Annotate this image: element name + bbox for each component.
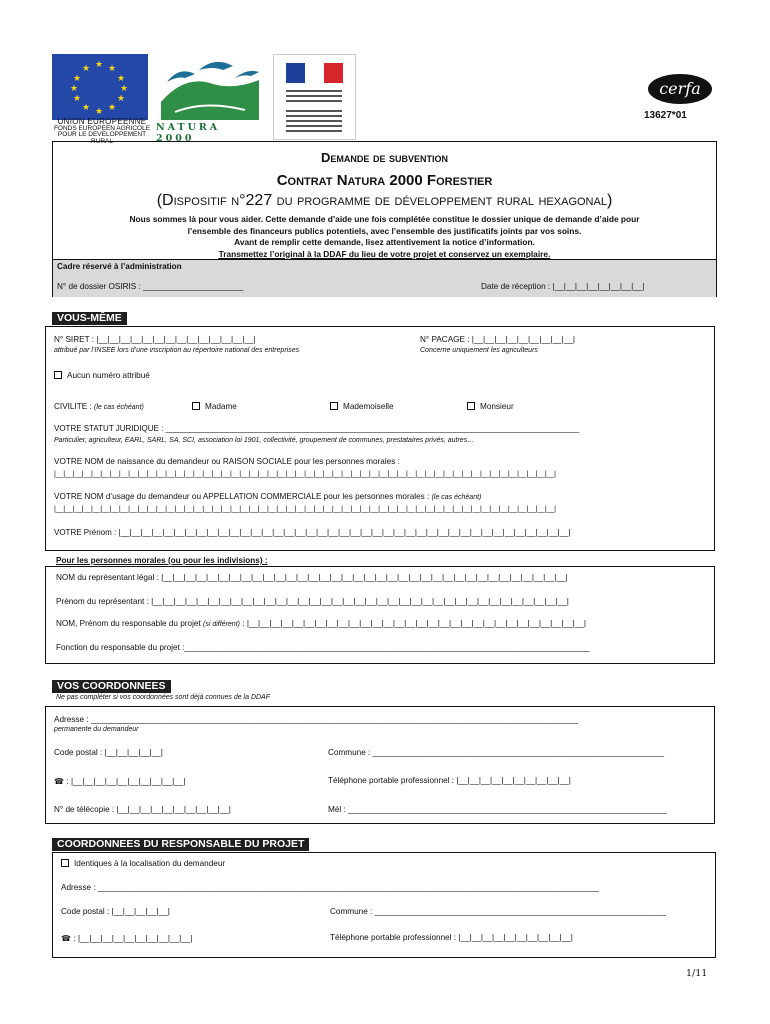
fax-field[interactable]: N° de télécopie : |__|__|__|__|__|__|__|__|__|__| xyxy=(54,805,231,814)
natura-logo-text: NATURA 2000 xyxy=(156,122,221,144)
checkbox-icon[interactable] xyxy=(192,402,200,410)
section-vous-meme: VOUS-MÊME xyxy=(52,312,127,325)
commune-field[interactable]: Commune : ________________________________________________________________ xyxy=(328,748,665,757)
identiques-option[interactable]: Identiques à la localisation du demandeur xyxy=(61,859,225,868)
mel-field[interactable]: Mél : ______________________________________________________________________ xyxy=(328,805,667,814)
resp-portable-field[interactable]: Téléphone portable professionnel : |__|__|__|__|__|__|__|__|__|__| xyxy=(330,933,573,942)
checkbox-icon[interactable] xyxy=(61,859,69,867)
no-number-option[interactable]: Aucun numéro attribué xyxy=(54,371,150,380)
portable-field[interactable]: Téléphone portable professionnel : |__|__|__|__|__|__|__|__|__|__| xyxy=(328,776,571,785)
republique-francaise-logo xyxy=(273,54,356,140)
reception-date-field[interactable]: Date de réception : |__|__|__|__|__|__|__|__| xyxy=(481,282,645,291)
responsable-nom-field[interactable]: NOM, Prénom du responsable du projet (si différent) : |__|__|__|__|__|__|__|__|__|__|__|__|__|__|__|__|__|__|__|__|__|__|__|__|__|__|__|__|__|__| xyxy=(56,619,586,628)
pacage-field[interactable]: N° PACAGE : |__|__|__|__|__|__|__|__|__| xyxy=(420,335,576,344)
coordonnees-note: Ne pas compléter si vos coordonnées sont déjà connues de la DDAF xyxy=(56,694,271,701)
intro-text: Nous sommes là pour vous aider. Cette demande d’aide une fois complétée constitue le dossier unique de demande d’aide pour l’ensemble des financeurs publics potentiels, avec l’ensemble des justificatifs joints par vos soins. Avant de remplir cette demande, lisez attentivement la notice d’information. Transmettez l’original à la DDAF du lieu de votre projet et conservez un exemplaire. xyxy=(129,214,640,259)
pacage-note: Concerne uniquement les agriculteurs xyxy=(420,347,538,354)
cerfa-number: 13627*01 xyxy=(644,110,687,121)
section-responsable: COORDONNEES DU RESPONSABLE DU PROJET xyxy=(52,838,309,851)
resp-adresse-field[interactable]: Adresse : ______________________________________________________________________________________________________________ xyxy=(61,883,599,892)
fonction-field[interactable]: Fonction du responsable du projet :_________________________________________________________________________________________ xyxy=(56,643,590,652)
mademoiselle-option[interactable]: Mademoiselle xyxy=(330,402,394,411)
nom-naissance-label: VOTRE NOM de naissance du demandeur ou RAISON SOCIALE pour les personnes morales : xyxy=(54,457,400,466)
page-number: 1/11 xyxy=(686,968,708,979)
title-line-2: Contrat Natura 2000 Forestier xyxy=(276,172,493,189)
nom-naissance-grid[interactable]: |__|__|__|__|__|__|__|__|__|__|__|__|__|__|__|__|__|__|__|__|__|__|__|__|__|__|__|__|__|__|__|__|__|__|__|__|__|__|__|__|__|__|__|__|__|__|__|__|__|__|__|__|__|__| xyxy=(54,469,556,478)
adresse-field[interactable]: Adresse : ___________________________________________________________________________________________________________ xyxy=(54,715,579,724)
responsable-box xyxy=(52,852,716,958)
resp-commune-field[interactable]: Commune : ________________________________________________________________ xyxy=(330,907,667,916)
checkbox-icon[interactable] xyxy=(330,402,338,410)
representant-nom-field[interactable]: NOM du représentant légal : |__|__|__|__|__|__|__|__|__|__|__|__|__|__|__|__|__|__|__|__|__|__|__|__|__|__|__|__|__|__|__|__|__|__|__|__| xyxy=(56,573,568,582)
representant-prenom-field[interactable]: Prénom du représentant : |__|__|__|__|__|__|__|__|__|__|__|__|__|__|__|__|__|__|__|__|__|__|__|__|__|__|__|__|__|__|__|__|__|__|__|__|__| xyxy=(56,597,569,606)
coordonnees-box xyxy=(45,706,715,824)
eu-logo-text: UNION EUROPEENNE FONDS EUROPEEN AGRICOLE POUR LE DEVELOPPEMENT RURAL xyxy=(53,117,151,145)
statut-juridique-field[interactable]: VOTRE STATUT JURIDIQUE : _____________________________________________________________________________________________ xyxy=(54,424,580,433)
resp-telephone-field[interactable]: ☎ : |__|__|__|__|__|__|__|__|__|__| xyxy=(61,934,193,943)
checkbox-icon[interactable] xyxy=(54,371,62,379)
admin-reserved-area xyxy=(53,259,716,297)
siret-note: attribué par l’INSEE lors d’une inscription au répertoire national des entreprises xyxy=(54,347,300,354)
cerfa-logo: cerfa xyxy=(648,74,712,104)
checkbox-icon[interactable] xyxy=(467,402,475,410)
admin-label: Cadre réservé à l’administration xyxy=(57,262,182,271)
monsieur-option[interactable]: Monsieur xyxy=(467,402,514,411)
section-coordonnees: VOS COORDONNEES xyxy=(52,680,171,693)
identity-box xyxy=(45,396,715,551)
statut-note: Particulier, agriculteur, EARL, SARL, SA, SCI, association loi 1901, collectivité, groupement de communes, prestataires privés, autres… xyxy=(54,437,475,444)
siret-field[interactable]: N° SIRET : |__|__|__|__|__|__|__|__|__|__|__|__|__|__| xyxy=(54,335,256,344)
adresse-note: permanente du demandeur xyxy=(54,726,139,733)
nom-usage-grid[interactable]: |__|__|__|__|__|__|__|__|__|__|__|__|__|__|__|__|__|__|__|__|__|__|__|__|__|__|__|__|__|__|__|__|__|__|__|__|__|__|__|__|__|__|__|__|__|__|__|__|__|__|__|__|__|__| xyxy=(54,504,556,513)
personnes-morales-heading: Pour les personnes morales (ou pour les indivisions) : xyxy=(56,556,268,565)
title-box xyxy=(52,141,717,297)
prenom-field[interactable]: VOTRE Prénom : |__|__|__|__|__|__|__|__|__|__|__|__|__|__|__|__|__|__|__|__|__|__|__|__|__|__|__|__|__|__|__|__|__|__|__|__|__|__|__|__|__| xyxy=(54,528,571,537)
code-postal-field[interactable]: Code postal : |__|__|__|__|__| xyxy=(54,748,163,757)
eu-flag-logo: ★ ★ ★ ★ ★ ★ ★ ★ ★ ★ ★ ★ xyxy=(52,54,148,120)
telephone-field[interactable]: ☎ : |__|__|__|__|__|__|__|__|__|__| xyxy=(54,777,186,786)
resp-code-postal-field[interactable]: Code postal : |__|__|__|__|__| xyxy=(61,907,170,916)
civilite-label: CIVILITE : (le cas échéant) xyxy=(54,402,144,411)
title-line-1: Demande de subvention xyxy=(320,150,449,165)
personnes-morales-box xyxy=(45,566,715,664)
nom-usage-label: VOTRE NOM d’usage du demandeur ou APPELLATION COMMERCIALE pour les personnes morales : (le cas échéant) xyxy=(54,492,482,501)
osiris-field[interactable]: N° de dossier OSIRIS : ______________________ xyxy=(57,282,244,291)
title-line-3: (Dispositif n°227 du programme de développement rural hexagonal) xyxy=(156,192,613,209)
madame-option[interactable]: Madame xyxy=(192,402,237,411)
